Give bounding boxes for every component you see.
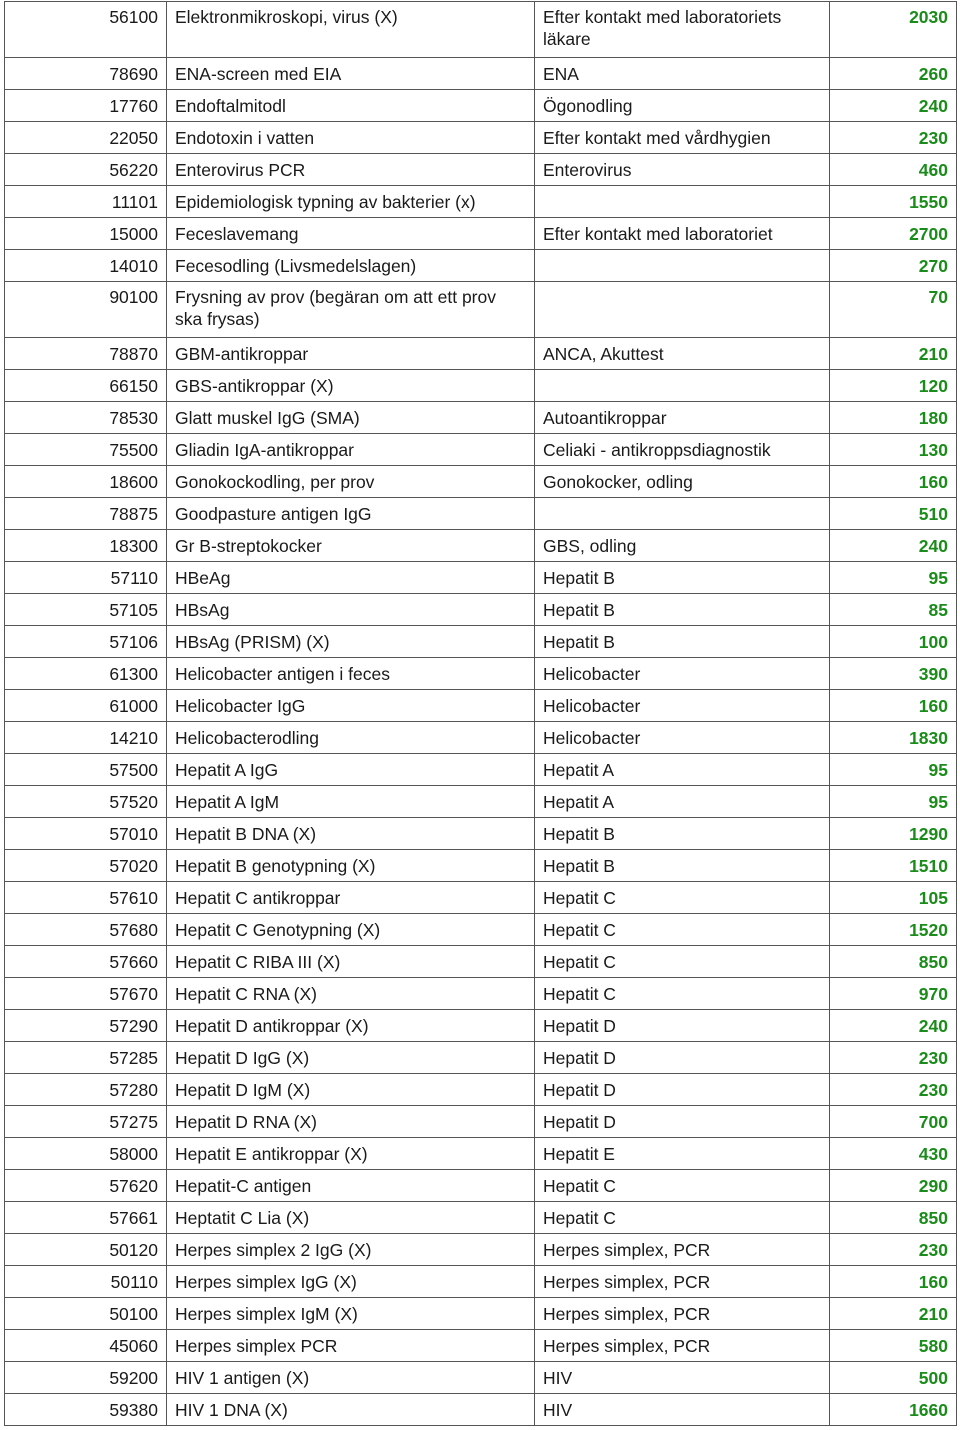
test-price-cell: 230: [830, 1074, 957, 1106]
test-name-cell: Hepatit B genotypning (X): [167, 850, 535, 882]
table-row: [5, 434, 957, 466]
test-name-cell: Hepatit D RNA (X): [167, 1106, 535, 1138]
test-name-cell: Hepatit C RIBA III (X): [167, 946, 535, 978]
test-price-cell: 850: [830, 946, 957, 978]
test-code-cell: 59380: [5, 1394, 167, 1426]
test-name-cell: HBsAg: [167, 594, 535, 626]
test-code-cell: 50100: [5, 1298, 167, 1330]
test-name-cell: ENA-screen med EIA: [167, 58, 535, 90]
test-name-cell: Gliadin IgA-antikroppar: [167, 434, 535, 466]
test-name-cell: HBsAg (PRISM) (X): [167, 626, 535, 658]
test-code-cell: 61300: [5, 658, 167, 690]
test-category-cell: Helicobacter: [535, 690, 830, 722]
test-category-cell: Hepatit B: [535, 850, 830, 882]
test-price-cell: 160: [830, 466, 957, 498]
table-row: [5, 1106, 957, 1138]
table-row: [5, 530, 957, 562]
test-price-cell: 240: [830, 530, 957, 562]
test-code-cell: 57660: [5, 946, 167, 978]
test-code-cell: 78875: [5, 498, 167, 530]
test-category-cell: Helicobacter: [535, 722, 830, 754]
test-code-cell: 57670: [5, 978, 167, 1010]
test-category-cell: [535, 250, 830, 282]
test-price-cell: 1510: [830, 850, 957, 882]
test-name-cell: Heptatit C Lia (X): [167, 1202, 535, 1234]
test-category-cell: ANCA, Akuttest: [535, 338, 830, 370]
test-code-cell: 57290: [5, 1010, 167, 1042]
test-price-cell: 95: [830, 754, 957, 786]
test-code-cell: 57680: [5, 914, 167, 946]
test-category-cell: Hepatit D: [535, 1106, 830, 1138]
test-category-cell: Herpes simplex, PCR: [535, 1234, 830, 1266]
test-price-cell: 850: [830, 1202, 957, 1234]
table-row: [5, 58, 957, 90]
table-row: [5, 850, 957, 882]
test-price-cell: 260: [830, 58, 957, 90]
table-row: [5, 1202, 957, 1234]
test-price-cell: 230: [830, 1042, 957, 1074]
test-category-cell: Herpes simplex, PCR: [535, 1298, 830, 1330]
table-row: [5, 154, 957, 186]
test-name-cell: Helicobacter antigen i feces: [167, 658, 535, 690]
test-category-cell: Hepatit B: [535, 562, 830, 594]
test-name-cell: Frysning av prov (begäran om att ett prov ska frysas): [167, 282, 535, 338]
test-name-cell: Hepatit B DNA (X): [167, 818, 535, 850]
test-code-cell: 18300: [5, 530, 167, 562]
table-row: [5, 786, 957, 818]
test-code-cell: 78690: [5, 58, 167, 90]
test-category-cell: Hepatit D: [535, 1074, 830, 1106]
test-price-cell: 180: [830, 402, 957, 434]
test-code-cell: 57020: [5, 850, 167, 882]
test-name-cell: HIV 1 DNA (X): [167, 1394, 535, 1426]
test-price-cell: 230: [830, 122, 957, 154]
test-category-cell: ENA: [535, 58, 830, 90]
test-code-cell: 57010: [5, 818, 167, 850]
table-row: [5, 1138, 957, 1170]
test-price-cell: 105: [830, 882, 957, 914]
test-name-cell: GBM-antikroppar: [167, 338, 535, 370]
test-code-cell: 56100: [5, 2, 167, 58]
test-category-cell: Enterovirus: [535, 154, 830, 186]
test-price-cell: 390: [830, 658, 957, 690]
test-code-cell: 57661: [5, 1202, 167, 1234]
test-name-cell: Hepatit D IgG (X): [167, 1042, 535, 1074]
test-name-cell: Hepatit E antikroppar (X): [167, 1138, 535, 1170]
test-category-cell: Hepatit D: [535, 1042, 830, 1074]
test-category-cell: Hepatit E: [535, 1138, 830, 1170]
test-code-cell: 75500: [5, 434, 167, 466]
test-name-cell: Goodpasture antigen IgG: [167, 498, 535, 530]
test-price-cell: 240: [830, 1010, 957, 1042]
table-row: [5, 338, 957, 370]
table-row: [5, 1266, 957, 1298]
test-price-cell: 100: [830, 626, 957, 658]
table-row: [5, 1234, 957, 1266]
test-price-cell: 210: [830, 1298, 957, 1330]
test-name-cell: Gonokockodling, per prov: [167, 466, 535, 498]
table-row: [5, 90, 957, 122]
test-name-cell: Enterovirus PCR: [167, 154, 535, 186]
table-row: [5, 370, 957, 402]
test-price-cell: 95: [830, 786, 957, 818]
test-price-cell: 1830: [830, 722, 957, 754]
test-category-cell: Efter kontakt med laboratoriet: [535, 218, 830, 250]
test-price-cell: 580: [830, 1330, 957, 1362]
table-row: [5, 594, 957, 626]
table-row: [5, 1010, 957, 1042]
test-name-cell: Hepatit C antikroppar: [167, 882, 535, 914]
test-name-cell: Herpes simplex PCR: [167, 1330, 535, 1362]
test-category-cell: Efter kontakt med vårdhygien: [535, 122, 830, 154]
test-category-cell: [535, 370, 830, 402]
test-code-cell: 56220: [5, 154, 167, 186]
test-name-cell: Herpes simplex 2 IgG (X): [167, 1234, 535, 1266]
table-row: [5, 754, 957, 786]
test-name-cell: HIV 1 antigen (X): [167, 1362, 535, 1394]
test-price-cell: 430: [830, 1138, 957, 1170]
test-code-cell: 57280: [5, 1074, 167, 1106]
test-category-cell: Hepatit D: [535, 1010, 830, 1042]
test-name-cell: Hepatit A IgG: [167, 754, 535, 786]
test-code-cell: 66150: [5, 370, 167, 402]
test-category-cell: Hepatit C: [535, 946, 830, 978]
test-name-cell: Hepatit C Genotypning (X): [167, 914, 535, 946]
test-price-cell: 160: [830, 1266, 957, 1298]
test-code-cell: 57520: [5, 786, 167, 818]
test-price-cell: 700: [830, 1106, 957, 1138]
test-category-cell: Hepatit C: [535, 978, 830, 1010]
test-price-cell: 2030: [830, 2, 957, 58]
test-name-cell: Glatt muskel IgG (SMA): [167, 402, 535, 434]
test-category-cell: Hepatit C: [535, 882, 830, 914]
test-name-cell: Gr B-streptokocker: [167, 530, 535, 562]
test-category-cell: Hepatit B: [535, 594, 830, 626]
table-row: [5, 626, 957, 658]
test-price-cell: 2700: [830, 218, 957, 250]
table-row: [5, 1298, 957, 1330]
price-table-body: [5, 2, 957, 1426]
test-category-cell: Autoantikroppar: [535, 402, 830, 434]
test-category-cell: Hepatit B: [535, 626, 830, 658]
test-code-cell: 57275: [5, 1106, 167, 1138]
test-category-cell: Hepatit A: [535, 754, 830, 786]
test-price-cell: 85: [830, 594, 957, 626]
test-category-cell: Gonokocker, odling: [535, 466, 830, 498]
test-name-cell: Elektronmikroskopi, virus (X): [167, 2, 535, 58]
table-row: [5, 402, 957, 434]
test-category-cell: HIV: [535, 1362, 830, 1394]
test-code-cell: 57105: [5, 594, 167, 626]
table-row: [5, 1394, 957, 1426]
test-price-cell: 1520: [830, 914, 957, 946]
test-code-cell: 57285: [5, 1042, 167, 1074]
test-name-cell: Endotoxin i vatten: [167, 122, 535, 154]
table-row: [5, 1330, 957, 1362]
test-price-cell: 270: [830, 250, 957, 282]
table-row: [5, 122, 957, 154]
test-code-cell: 50110: [5, 1266, 167, 1298]
table-row: [5, 250, 957, 282]
test-price-cell: 95: [830, 562, 957, 594]
test-name-cell: Hepatit D antikroppar (X): [167, 1010, 535, 1042]
test-name-cell: Epidemiologisk typning av bakterier (x): [167, 186, 535, 218]
table-row: [5, 946, 957, 978]
test-category-cell: Hepatit C: [535, 914, 830, 946]
table-row: [5, 690, 957, 722]
table-row: [5, 2, 957, 58]
test-code-cell: 17760: [5, 90, 167, 122]
test-code-cell: 57610: [5, 882, 167, 914]
test-price-cell: 510: [830, 498, 957, 530]
price-table: [4, 1, 957, 1426]
test-category-cell: Efter kontakt med laboratoriets läkare: [535, 2, 830, 58]
test-code-cell: 14210: [5, 722, 167, 754]
test-code-cell: 14010: [5, 250, 167, 282]
test-code-cell: 57620: [5, 1170, 167, 1202]
test-price-cell: 240: [830, 90, 957, 122]
table-row: [5, 186, 957, 218]
test-category-cell: Ögonodling: [535, 90, 830, 122]
table-row: [5, 1362, 957, 1394]
test-code-cell: 58000: [5, 1138, 167, 1170]
test-price-cell: 210: [830, 338, 957, 370]
test-code-cell: 22050: [5, 122, 167, 154]
test-category-cell: Hepatit C: [535, 1202, 830, 1234]
test-code-cell: 57106: [5, 626, 167, 658]
table-row: [5, 722, 957, 754]
test-code-cell: 57500: [5, 754, 167, 786]
test-category-cell: Celiaki - antikroppsdiagnostik: [535, 434, 830, 466]
test-price-cell: 290: [830, 1170, 957, 1202]
test-name-cell: Hepatit D IgM (X): [167, 1074, 535, 1106]
test-category-cell: [535, 282, 830, 338]
test-code-cell: 15000: [5, 218, 167, 250]
table-row: [5, 658, 957, 690]
test-category-cell: [535, 498, 830, 530]
test-category-cell: Hepatit B: [535, 818, 830, 850]
test-price-cell: 1550: [830, 186, 957, 218]
test-name-cell: Endoftalmitodl: [167, 90, 535, 122]
test-price-cell: 1660: [830, 1394, 957, 1426]
table-row: [5, 1074, 957, 1106]
test-name-cell: Feceslavemang: [167, 218, 535, 250]
test-category-cell: GBS, odling: [535, 530, 830, 562]
test-price-cell: 160: [830, 690, 957, 722]
test-price-cell: 70: [830, 282, 957, 338]
test-category-cell: Helicobacter: [535, 658, 830, 690]
test-code-cell: 50120: [5, 1234, 167, 1266]
test-name-cell: Hepatit-C antigen: [167, 1170, 535, 1202]
test-name-cell: Helicobacterodling: [167, 722, 535, 754]
test-price-cell: 230: [830, 1234, 957, 1266]
table-row: [5, 1170, 957, 1202]
test-code-cell: 18600: [5, 466, 167, 498]
test-price-cell: 1290: [830, 818, 957, 850]
test-category-cell: [535, 186, 830, 218]
test-price-cell: 500: [830, 1362, 957, 1394]
test-category-cell: Herpes simplex, PCR: [535, 1266, 830, 1298]
test-category-cell: Herpes simplex, PCR: [535, 1330, 830, 1362]
test-name-cell: Herpes simplex IgG (X): [167, 1266, 535, 1298]
test-price-cell: 130: [830, 434, 957, 466]
test-code-cell: 59200: [5, 1362, 167, 1394]
test-code-cell: 11101: [5, 186, 167, 218]
test-category-cell: Hepatit C: [535, 1170, 830, 1202]
table-row: [5, 882, 957, 914]
test-code-cell: 78870: [5, 338, 167, 370]
test-price-cell: 460: [830, 154, 957, 186]
test-code-cell: 57110: [5, 562, 167, 594]
test-name-cell: GBS-antikroppar (X): [167, 370, 535, 402]
test-code-cell: 90100: [5, 282, 167, 338]
test-name-cell: Fecesodling (Livsmedelslagen): [167, 250, 535, 282]
test-code-cell: 61000: [5, 690, 167, 722]
table-row: [5, 1042, 957, 1074]
test-category-cell: Hepatit A: [535, 786, 830, 818]
test-name-cell: HBeAg: [167, 562, 535, 594]
table-row: [5, 978, 957, 1010]
table-row: [5, 914, 957, 946]
table-row: [5, 498, 957, 530]
test-name-cell: Hepatit C RNA (X): [167, 978, 535, 1010]
test-category-cell: HIV: [535, 1394, 830, 1426]
test-code-cell: 78530: [5, 402, 167, 434]
test-name-cell: Herpes simplex IgM (X): [167, 1298, 535, 1330]
table-row: [5, 818, 957, 850]
table-row: [5, 466, 957, 498]
table-row: [5, 562, 957, 594]
test-name-cell: Hepatit A IgM: [167, 786, 535, 818]
test-code-cell: 45060: [5, 1330, 167, 1362]
test-price-cell: 120: [830, 370, 957, 402]
test-price-cell: 970: [830, 978, 957, 1010]
table-row: [5, 218, 957, 250]
table-row: [5, 282, 957, 338]
test-name-cell: Helicobacter IgG: [167, 690, 535, 722]
